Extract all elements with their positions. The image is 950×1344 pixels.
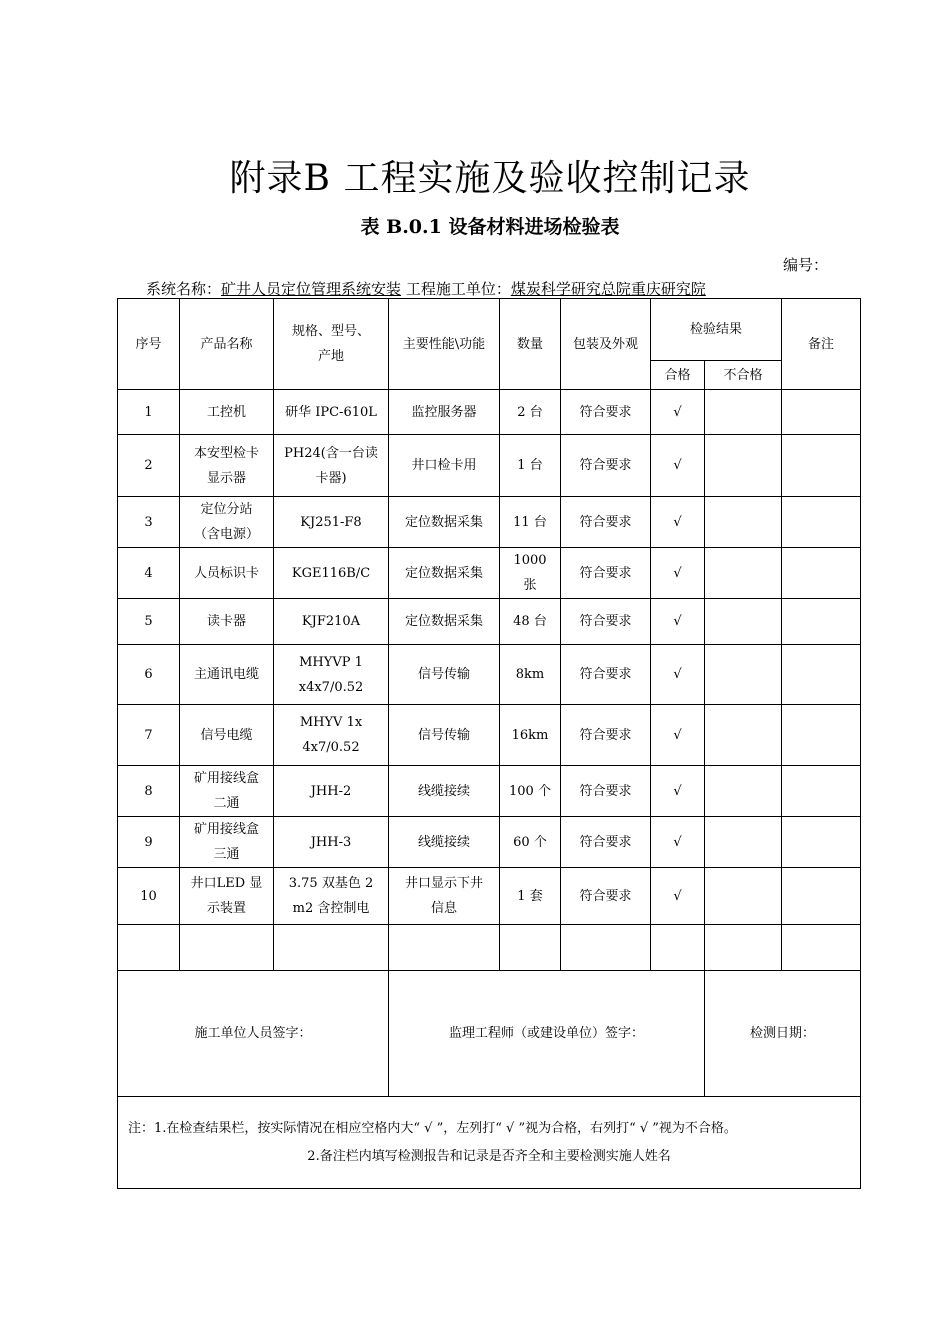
inspection-date-field[interactable]: 检测日期： xyxy=(705,971,861,1097)
header-product-name: 产品名称 xyxy=(180,299,274,390)
table-row xyxy=(118,817,861,868)
row-package: 符合要求 xyxy=(561,548,651,599)
row-fail-check xyxy=(705,497,782,548)
row-fail-check xyxy=(705,390,782,435)
row-quantity: 48 台 xyxy=(500,599,561,645)
row-package: 符合要求 xyxy=(561,766,651,817)
row-remark xyxy=(782,766,861,817)
row-pass-check: √ xyxy=(651,705,705,766)
row-quantity: 1 套 xyxy=(500,868,561,925)
row-product-name: 读卡器 xyxy=(180,599,274,645)
header-row xyxy=(118,299,861,361)
row-pass-check: √ xyxy=(651,435,705,497)
system-info-line xyxy=(146,278,706,299)
header-remark: 备注 xyxy=(782,299,861,390)
row-package: 符合要求 xyxy=(561,390,651,435)
row-fail-check xyxy=(705,766,782,817)
row-fail-check xyxy=(705,645,782,705)
header-pass: 合格 xyxy=(651,361,705,390)
row-remark xyxy=(782,817,861,868)
supervisor-signature-field[interactable]: 监理工程师（或建设单位）签字： xyxy=(389,971,705,1097)
row-fail-check xyxy=(705,868,782,925)
row-quantity xyxy=(500,925,561,971)
row-quantity: 1 台 xyxy=(500,435,561,497)
row-function: 井口检卡用 xyxy=(389,435,500,497)
row-remark xyxy=(782,390,861,435)
header-quantity: 数量 xyxy=(500,299,561,390)
row-pass-check: √ xyxy=(651,390,705,435)
header-spec: 规格、型号、产地 xyxy=(274,299,389,390)
row-product-name: 矿用接线盒二通 xyxy=(180,766,274,817)
row-pass-check: √ xyxy=(651,497,705,548)
row-fail-check xyxy=(705,705,782,766)
row-pass-check: √ xyxy=(651,599,705,645)
row-product-name: 矿用接线盒三通 xyxy=(180,817,274,868)
constructor-signature-field[interactable]: 施工单位人员签字： xyxy=(118,971,389,1097)
row-seq: 9 xyxy=(118,817,180,868)
row-function: 信号传输 xyxy=(389,645,500,705)
row-spec: KGE116B/C xyxy=(274,548,389,599)
row-quantity: 8km xyxy=(500,645,561,705)
row-product-name: 本安型检卡显示器 xyxy=(180,435,274,497)
row-pass-check: √ xyxy=(651,766,705,817)
header-function: 主要性能\功能 xyxy=(389,299,500,390)
row-quantity: 11 台 xyxy=(500,497,561,548)
row-seq: 5 xyxy=(118,599,180,645)
row-remark xyxy=(782,645,861,705)
row-spec: MHYVP 1x4x7/0.52 xyxy=(274,645,389,705)
row-function xyxy=(389,925,500,971)
row-remark xyxy=(782,497,861,548)
row-fail-check xyxy=(705,548,782,599)
table-row xyxy=(118,497,861,548)
row-fail-check xyxy=(705,817,782,868)
row-remark xyxy=(782,868,861,925)
row-product-name: 定位分站（含电源） xyxy=(180,497,274,548)
row-package: 符合要求 xyxy=(561,435,651,497)
row-seq: 7 xyxy=(118,705,180,766)
row-seq: 3 xyxy=(118,497,180,548)
row-remark xyxy=(782,925,861,971)
construction-unit-value: 煤炭科学研究总院重庆研究院 xyxy=(510,280,706,298)
row-spec: 研华 IPC-610L xyxy=(274,390,389,435)
row-function: 监控服务器 xyxy=(389,390,500,435)
row-seq: 2 xyxy=(118,435,180,497)
serial-number-label: 编号： xyxy=(783,256,829,274)
table-row xyxy=(118,390,861,435)
row-package: 符合要求 xyxy=(561,599,651,645)
row-package: 符合要求 xyxy=(561,645,651,705)
row-quantity: 2 台 xyxy=(500,390,561,435)
system-name-value: 矿井人员定位管理系统安装 xyxy=(221,280,402,298)
row-fail-check xyxy=(705,925,782,971)
row-pass-check: √ xyxy=(651,645,705,705)
row-spec: MHYV 1x4x7/0.52 xyxy=(274,705,389,766)
row-pass-check: √ xyxy=(651,548,705,599)
row-seq: 8 xyxy=(118,766,180,817)
row-product-name: 信号电缆 xyxy=(180,705,274,766)
row-product-name: 主通讯电缆 xyxy=(180,645,274,705)
page-title: 附录B 工程实施及验收控制记录 xyxy=(229,158,751,199)
construction-unit-label: 工程施工单位： xyxy=(405,280,511,298)
row-function: 定位数据采集 xyxy=(389,497,500,548)
row-product-name: 工控机 xyxy=(180,390,274,435)
empty-table-row xyxy=(118,925,861,971)
row-function: 定位数据采集 xyxy=(389,548,500,599)
header-seq: 序号 xyxy=(118,299,180,390)
table-row xyxy=(118,705,861,766)
row-seq: 4 xyxy=(118,548,180,599)
system-name-label: 系统名称： xyxy=(146,280,222,298)
row-package: 符合要求 xyxy=(561,817,651,868)
row-remark xyxy=(782,705,861,766)
row-spec: JHH-3 xyxy=(274,817,389,868)
row-package: 符合要求 xyxy=(561,705,651,766)
table-subtitle: 表 B.0.1 设备材料进场检验表 xyxy=(360,216,620,238)
row-product-name: 井口LED 显示装置 xyxy=(180,868,274,925)
row-spec: KJF210A xyxy=(274,599,389,645)
table-row xyxy=(118,766,861,817)
row-quantity: 1000 张 xyxy=(500,548,561,599)
table-row xyxy=(118,548,861,599)
row-remark xyxy=(782,435,861,497)
row-spec: KJ251-F8 xyxy=(274,497,389,548)
notes-cell xyxy=(118,1097,861,1189)
row-quantity: 16km xyxy=(500,705,561,766)
row-package xyxy=(561,925,651,971)
row-product-name xyxy=(180,925,274,971)
row-spec: PH24(含一台读卡器) xyxy=(274,435,389,497)
row-function: 线缆接续 xyxy=(389,766,500,817)
row-function: 定位数据采集 xyxy=(389,599,500,645)
note-line-1: 注：1.在检查结果栏，按实际情况在相应空格内大“ √ ”，左列打“ √ ”视为合格，右列打“ √ ”视为不合格。 xyxy=(128,1120,737,1136)
row-spec: 3.75 双基色 2m2 含控制电 xyxy=(274,868,389,925)
signature-row xyxy=(118,971,861,1097)
inspection-table xyxy=(117,298,861,1189)
notes-row xyxy=(118,1097,861,1189)
row-quantity: 60 个 xyxy=(500,817,561,868)
note-line-2: 2.备注栏内填写检测报告和记录是否齐全和主要检测实施人姓名 xyxy=(307,1148,671,1164)
row-remark xyxy=(782,548,861,599)
row-spec xyxy=(274,925,389,971)
row-product-name: 人员标识卡 xyxy=(180,548,274,599)
row-remark xyxy=(782,599,861,645)
row-pass-check: √ xyxy=(651,817,705,868)
row-pass-check: √ xyxy=(651,868,705,925)
row-function: 信号传输 xyxy=(389,705,500,766)
header-fail: 不合格 xyxy=(705,361,782,390)
table-row xyxy=(118,645,861,705)
header-package: 包装及外观 xyxy=(561,299,651,390)
row-fail-check xyxy=(705,435,782,497)
table-row xyxy=(118,435,861,497)
table-row xyxy=(118,599,861,645)
row-seq: 10 xyxy=(118,868,180,925)
row-fail-check xyxy=(705,599,782,645)
row-spec: JHH-2 xyxy=(274,766,389,817)
table-row xyxy=(118,868,861,925)
row-function: 线缆接续 xyxy=(389,817,500,868)
row-seq: 6 xyxy=(118,645,180,705)
row-seq xyxy=(118,925,180,971)
row-seq: 1 xyxy=(118,390,180,435)
row-pass-check xyxy=(651,925,705,971)
row-quantity: 100 个 xyxy=(500,766,561,817)
row-function: 井口显示下井信息 xyxy=(389,868,500,925)
row-package: 符合要求 xyxy=(561,868,651,925)
header-inspection-result: 检验结果 xyxy=(651,299,782,361)
row-package: 符合要求 xyxy=(561,497,651,548)
